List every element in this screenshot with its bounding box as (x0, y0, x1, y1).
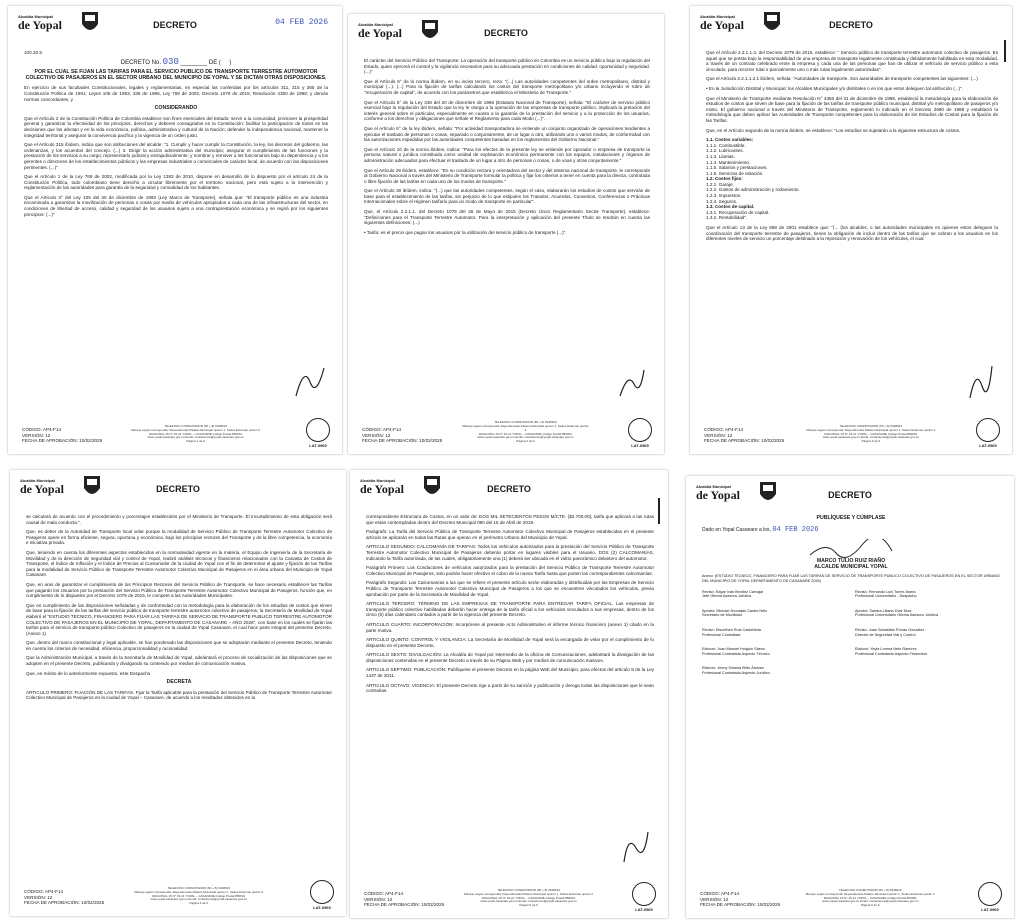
page-footer: CÓDIGO: AP4-F14 VERSIÓN: 12 FECHA DE APROBACIÓN: 10/02/2025 TELEFONO CONMUTADOR (60 + 8) 6348913 Marque según corresponda: Dependencias Palacio Municipal opción 1, Sedes Externas opción 2 DIAGONAL 15 N° 15-21 YOPAL – CASANARE Código Postal 850001 www.yopal-casanare.gov.co Email: contactenos@yopal-casanare.gov.co Página 4 de 6 LAT-0969 (24, 870, 336, 910)
paragraph: correspondiente Estructura de Costos, en un valor de: DOS MIL SETECIENTOS PESOS M/CTE. ($2.700,00), tarifa que aplicará a las rutas que están contempladas dentro del Decreto Municipal 090 del 15 de Abril de 2019. (366, 514, 654, 525)
article-paragraph: ARTICULO SEGUNDO: CALCOMANÍA DE TARIFAS: Todos los vehículos autorizados para la prestación del Servicio Público de Transporte Terrestre Automotor Colectivo Municipal de Pasajeros deberán portar en lugares visibles para el Usuario, DOS (2) CALCOMANÍAS, indicando la Tarifa autorizada, de las cuales, obligatoriamente una (1) deberá ser ubicada en el vidrio panorámico delantero del automotor. (366, 544, 654, 561)
signer: Revisó: Disoethen Ruiz Castañeda Profesional Contratista (702, 627, 761, 637)
certification-badge: LAT-0969 (304, 418, 332, 448)
paragraph: Que el Artículo 29 ibídem, establece: "En su condición rectora y orientadora del sector y del sistema nacional de transporte, le corresponde al Gobierno Nacional a través del Ministerio de Transporte formular la política y fijar los criterios a tener en cuenta para la directa, controlada o libre fijación de las tarifas en cada uno de los modos de transporte." (364, 167, 650, 184)
page-header (692, 480, 1008, 514)
signer: Aprobó: Michael Jhonatan Castro Niño Secretario de Movilidad (702, 608, 768, 618)
paragraph: Que el Artículo 3° del Ley 105 del 30 de diciembre de 1993 (Ley Marco de Transporte), señala que: "El transporte público es una industria encaminada a garantizar la movilización de personas o cosas por medio de vehículos apropiados a cada una de las infraestructuras del sector, en condiciones de libertad de acceso, calidad y seguridad de los usuarios sujeto a una contraprestación económica y se regirá por los siguientes principios: (...)" (24, 194, 328, 217)
paragraph: Que el Artículo 2 de la Constitución Política de Colombia establece son fines esenciales del Estado: servir a la comunidad, promover la prosperidad general y garantizar la efectividad de los principios, derechos y deberes consagrados en la Constitución; facilitar la participación de todos en las decisiones que los afectan y en la vida económica, política, administrativa y cultural de la Nación; defender la independencia nacional, mantener la integridad territorial y asegurar la convivencia pacífica y la vigencia de un orden justo. (24, 115, 328, 138)
list-item: 1.1.3. Llantas. (706, 153, 735, 159)
page-title: DECRETO (484, 28, 528, 38)
decree-page-6 (686, 476, 1014, 918)
mayor-signature (806, 539, 896, 559)
decree-page-5 (350, 470, 668, 918)
page-header (14, 10, 336, 44)
list-item: 1.1.2. Lubricantes. (706, 148, 744, 154)
paragraph: Que, teniendo en cuenta los diferentes aspectos establecidos en la normatividad vigente en la materia, el Equipo de Ingeniería de la Secretaría de Movilidad y de la dirección de seguridad vial y control de Yopal, realizó análisis técnicos y financieros relacionados con la Canasta de Costos de Transporte, el Índice de Inflación y el Índice de Precios al Consumidor de la ciudad de Yopal con el fin de determinar el ajuste y fijación de las Tarifas para la modalidad de Servicio Público de Transporte Terrestre Automotor Colectivo Municipal de Pasajeros en el área urbana del Municipio de Yopal Casanare. (26, 549, 332, 578)
article-paragraph: ARTICULO CUARTO: INCORPORACIÓN: Incorpórese al presente Acto Administrativo el informe técnico financiero (anexo 1) citado en la parte motiva. (366, 621, 654, 633)
signer: Revisó: Edgar Iván Benítez Carvajal Jefe Oficina Asesora Jurídica (702, 589, 764, 599)
paragraph: Que el Artículo 13 de la Ley 688 de 2001 establece que: "(... (los alcaldes, o las autoridades municipales en quienes estos deleguen la coordinación del transporte terrestre de pasajeros, tienen la obligación de incluir dentro de las tarifas que se cobran a los usuarios en los diferentes niveles de servicio un porcentaje destinado a la reposición y renovación de los vehículos, el cual (706, 225, 998, 242)
page-header (16, 474, 340, 508)
certification-badge: LAT-0969 (974, 418, 1002, 448)
decree-page-4 (10, 470, 346, 916)
date-stamp: 04 FEB 2026 (772, 525, 819, 534)
page-title: DECRETO (829, 20, 873, 30)
list-item: 1.1.5. Salarios y prestaciones. (706, 165, 768, 171)
signer: Revisó: Juan Sebastián Porras González Director de Seguridad Vial y Control (855, 627, 925, 637)
annex-note: Anexo: (ESTUDIO TECNICO, FINANCIERO PARA FIJAR LAS TARIFAS DE SERVICIO DE TRANSPORTE PUBLICO COLECTIVO DE PASAJEROS EN EL SECTOR URBANO DEL MUNICIPIO DE YOPAL DEPARTAMENTO DE CASANARE 2026) (702, 574, 1000, 583)
list-item: 1.1.4. Mantenimiento. (706, 159, 751, 165)
paragraph: Que, en aras de garantizar el cumplimiento de los Principios Rectores del Servicio Público de Transporte, se hace necesario establecer las Tarifas que pagarán los Usuarios por la prestación del Servicio Público de Transporte Terrestre Automotor Colectivo Municipal de Pasajeros, función que, en cumplimiento de lo dispuesto por el Decreto 1079 de 2015, le compete a las Autoridades Municipales. (26, 581, 332, 599)
decree-number-label: DECRETO No. (120, 59, 161, 66)
municipal-logo: Alcaldía Municipal de Yopal (20, 478, 64, 496)
article-paragraph: ARTICULO SEXTO: DIVULGACIÓN: La Alcaldía de Yopal por intermedio de la oficina de Comunicaciones, adelantará la divulgación de las disposiciones contenidas en el presente Decreto a través de su Página Web y por medios de comunicación masivos. (366, 652, 654, 663)
page-footer: CÓDIGO: AP4-F14 VERSIÓN: 12 FECHA DE APROBACIÓN: 10/02/2025 TELEFONO CONMUTADOR (60 + 8) 6348913 Marque según corresponda: Dependencias Palacio Municipal opción 1, Sedes Externas opción 2 DIAGONAL 15 N° 15-21 YOPAL – CASANARE Código Postal 850001 www.yopal-casanare.gov.co Email: contactenos@yopal-casanare.gov.co Página 1 de 6 LAT-0969 (22, 408, 332, 448)
article-paragraph: ARTICULO QUINTO: CONTROL Y VIGILANCIA: La Secretaría de Movilidad de Yopal será la encargada de velar por el cumplimiento de lo dispuesto en el presente Decreto. (366, 637, 654, 648)
paragraph: El carácter del Servicio Público del Transporte: La operación del transporte público en Colombia es un servicio público bajo la regulación del Estado, quien ejercerá el control y la vigilancia necesarios para su adecuada prestación en condiciones de calidad, oportunidad y seguridad. (...)" (364, 58, 650, 75)
paragraph: Que el Artículo 2.2.1.1.2.1 ibídem, señala: "Autoridades de transporte. Son autoridades de transporte competentes las siguientes: (...) (706, 76, 978, 82)
reference-code: 100.20.5 (24, 50, 42, 55)
list-item: 1.2.1. Garaje. (706, 181, 734, 187)
cost-structure-list (706, 137, 998, 221)
municipal-logo: Alcaldía Municipal de Yopal (696, 484, 740, 502)
list-item: 1.1.6. Servicios de estación. (706, 170, 764, 176)
article-paragraph: ARTICULO SEPTIMO: PUBLICACIÓN: Publíquese el presente Decreto en la página Web del Municipio, para efectos del artículo 8 de la Ley 1437 de 2011. (366, 667, 654, 679)
date-stamp: 04 FEB 2026 (275, 18, 328, 27)
certification-badge: LAT-0969 (630, 882, 658, 912)
article-paragraph: ARTICULO PRIMERO: FIJACIÓN DE LAS TARIFAS. Fijar la Tarifa aplicable para la prestación del Servicio Público de Transporte Terrestre Automotor Colectivo Municipal de Pasajeros en la ciudad de Yopal – Casanare, de acuerdo a los resultados obtenidos en la (26, 689, 332, 701)
mayor-title: ALCALDE MUNICIPAL YOPAL (814, 563, 888, 570)
page-footer: CÓDIGO: AP4-F14 VERSIÓN: 12 FECHA DE APROBACIÓN: 10/02/2025 TELEFONO CONMUTADOR (60 + 8) 6348913 Marque según corresponda: Dependencias Palacio Municipal opción 1, Sedes Externas opción 2 DIAGONAL 15 N° 15-21 YOPAL – CASANARE Código Postal 850001 www.yopal-casanare.gov.co Email: contactenos@yopal-casanare.gov.co Página 5 de 6 LAT-0969 (364, 872, 658, 912)
list-item: 1.2.4. Seguros. (706, 198, 738, 204)
paragraph: Que en cumplimiento de las disposiciones señaladas y de conformidad con la metodología para la elaboración de los estudios de costos que sirven de base para la fijación de las tarifas del servicio público de transporte terrestre automotor colectivo de pasajeros, la Secretaría de Movilidad de Yopal elaboró el "ESTUDIO TECNICO, FINANCIERO PARA FIJAR LAS TARIFAS DE SERVICIO DE TRANSPORTE PUBLICO TERRESTRE AUTOMOTOR COLECTIVO DE PASAJEROS EN EL MUNICIPIO DE YOPAL, DEPARTAMENTO DE CASANARE – AÑO 2026", con base en los cuales se fijarán las tarifas para el servicio de transporte público Colectivo de pasajeros en la ciudad de Yopal Casanare, el cual hace parte integral del presente Decreto. (Anexo 1) (26, 602, 332, 636)
paragraph: Que, es deber de la Autoridad de Transporte local velar porque la modalidad de Servicio Público de Transporte Terrestre Automotor Colectivo de Pasajeros opere en forma eficiente, segura, oportuna y económica, bajo los principios rectores del Transporte y de la libre competencia, la economía e iniciativa privada. (26, 529, 332, 546)
paragraph: Que el Artículo 30 ibídem, indica: "(...) que las autoridades competentes, según el caso, elaborarán los estudios de costos que servirán de base para el establecimiento de las tarifas, sin perjuicio de lo que estipulen los Tratados, Acuerdos, Convenios, Conferencias o Prácticas Internacionales sobre el régimen tarifario para un modo de transporte en particular". (364, 188, 650, 205)
signature-mark (614, 362, 650, 402)
list-item: 1.1.1. Combustible. (706, 142, 746, 148)
page-body: 100.20.5 DECRETO No. 030 ________ DE ( ) POR EL CUAL SE FIJAN LAS TARIFAS PARA EL SERVICIO PUBLICO DE TRANSPORTE TERRESTRE AUTOMOTOR COLECTIVO DE PASAJEROS EN EL SECTOR URBANO DEL MUNICIPIO DE YOPAL Y SE DICTAN OTRAS DISPOSICIONES. En ejercicio de sus facultades Constitucionales, legales y reglamentarias, en especial las conferidas por los artículos 311, 315 y 365 de la Constitución Política de 1991; Leyes 105 de 1993, 336 de 1996, Ley 769 de 2002, Decreto 1079 de 2015; Resolución 4350 de 1998; y demás normas concordantes, y CONSIDERANDO Que el Artículo 2 de la Constitución Política de Colombia establece son fines esenciales del Estado: servir a la comunidad, promover la prosperidad general y garantizar la efectividad de los principios, derechos y deberes consagrados en la Constitución; facilitar la participación de todos en las decisiones que los afectan y en la vida económica, política, administrativa y cultural de la Nación; defender la independencia nacional, mantener la integridad territorial y asegurar la convivencia pacífica y la vigencia de un orden justo. Que el Artículo 315 ibídem, indica que son atribuciones del alcalde: "1. Cumplir y hacer cumplir la Constitución, la ley, los decretos del gobierno, las ordenanzas, y los acuerdos del concejo. (...) 3. Dirigir la acción administrativa del municipio; asegurar el cumplimiento de las funciones y la prestación de los servicios a su cargo; representarlo judicial y extrajudicialmente; y nombrar y remover a los funcionarios bajo su dependencia y a los gerentes o directores de los establecimientos públicos y las empresas industriales o comerciales de carácter local, de acuerdo con las disposiciones pertinentes. (...)" Que el Artículo 1 de la Ley 769 de 2002, modificada por la Ley 1383 de 2010, dispone en desarrollo de lo dispuesto por el artículo 24 de la Constitución Política, todo colombiano tiene derecho a circular libremente por el territorio nacional, pero está sujeto a la intervención y reglamentación de las autoridades para garantía de la seguridad y comodidad de los habitantes. Que el Artículo 3° del Ley 105 del 30 de diciembre de 1993 (Ley Marco de Transporte), señala que: "El transporte público es una industria encaminada a garantizar la movilización de personas o cosas por medio de vehículos apropiados a cada una de las infraestructuras del sector, en condiciones de libertad de acceso, calidad y seguridad de los usuarios sujeto a una contraprestación económica y se regirá por los siguientes principios: (...)" (24, 50, 328, 217)
paragraph: Que, en mérito de lo anteriormente expuesto, este Despacho (26, 670, 151, 676)
list-item: 1.2. Costos fijos: (706, 176, 743, 182)
page-title: DECRETO (487, 484, 531, 494)
paragraph: Que, el Artículo 2.2.1.1. del Decreto 1079 del 26 de Mayo de 2015 (Decreto Único Reglamentario Sector Transporte), establece: "Definiciones para el Transporte Terrestre Automotor. Para la interpretación y aplicación del presente Título se tendrán en cuenta las siguientes definiciones: (...) (364, 209, 650, 226)
paragraph: Que, dentro del marco constitucional y legal aplicable, se han ponderado las disposiciones que se adoptarán mediante el presente Decreto, teniendo en cuenta los criterios de necesidad, eficiencia, proporcionalidad y racionalidad. (26, 640, 332, 651)
article-paragraph: ARTICULO TERCERO: TÉRMINO DE LAS EMPRESAS DE TRANSPORTE PARA ENTREGAR TARIFA OFICIAL. Las empresas de transporte público colectivo habilitadas deberán hacer entrega de la tarifa oficial a los vehículos vinculados a sus empresas, dentro de los cinco (5) días calendario contados a partir de la vigencia del presente Decreto. (366, 601, 654, 618)
signer: Revisó: Fernando Luis Torres Ibarra Profesional Universitario - Despacho (855, 589, 917, 599)
page-body (26, 514, 332, 866)
decree-page-3 (690, 6, 1012, 454)
paragraph: Que el Artículo 315 ibídem, indica que son atribuciones del alcalde: "1. Cumplir y hacer cumplir la Constitución, la ley, los decretos del gobierno, las ordenanzas, y los acuerdos del concejo. (...) 3. Dirigir la acción administrativa del municipio; asegurar el cumplimiento de las funciones y la prestación de los servicios a su cargo; representarlo judicial y extrajudicialmente; y nombrar y remover a los funcionarios bajo su dependencia y a los gerentes o directores de los establecimientos públicos y las empresas industriales o comerciales de carácter local, de acuerdo con las disposiciones pertinentes. (...)" (24, 142, 328, 170)
municipal-logo: Alcaldía Municipal de Yopal (18, 14, 62, 32)
issued-place: Dado en Yopal Casanare a los, (702, 526, 771, 533)
margin-mark (658, 498, 660, 524)
page-header (696, 10, 1006, 44)
decree-page-2 (348, 14, 664, 454)
list-item: 1.3.1. Recuperación de capital. (706, 209, 770, 215)
section-heading: DECRETA (166, 679, 192, 686)
signer: Elaboró: Yeyla Lorena Neto Ramírez Profesional Contratado Aspecto Financiero (855, 647, 928, 656)
page-title: DECRETO (153, 20, 197, 30)
paragraph: Que el Ministerio de Transporte mediante Resolución N° 4350 del 31 de diciembre de 1998, estableció la metodología para la elaboración de estudios de costos que sirven de base para la fijación de las tarifas de transporte público municipal, distrital y/o metropolitano de pasajeros y/o mixto. El gobierno nacional a través del Ministerio de Transporte, reglamentó lo indicado en el Decreto 2660 de 1998 y estableció la metodología que deben aplicar las Autoridades de Transporte competentes para la elaboración de los Estudios de Costos para la fijación de las Tarifas. (706, 95, 998, 123)
page-body (702, 516, 1000, 868)
paragraph: Que el Artículo 10 de la norma ibídem, indica: "Para los efectos de la presente ley se entiende por operador o empresa de transporte la persona natural o jurídica constituida como unidad de explotación económica permanente con los equipos, instalaciones y órganos de administración adecuados para efectuar el traslado de un lugar a otro de personas o cosas, o de unas y otras conjuntamente." (364, 146, 650, 163)
paragraph: Que la Administración Municipal, a través de la Secretaría de Movilidad de Yopal, adelantará el proceso de socialización de las disposiciones que se adopten en el presente Decreto, publicando y divulgando su contenido por medios de comunicación masiva. (26, 655, 332, 667)
margin-mark (1004, 40, 1006, 62)
decree-number: 030 (162, 56, 179, 67)
municipal-logo: Alcaldía Municipal de Yopal (358, 22, 402, 40)
paragraph: Que, en el Artículo segundo de la norma ibídem, se establece: "Los estudios se sujetarán a la siguiente estructura de costos. (706, 127, 961, 133)
signer: Elaboró: Jenny Ximena Brito Álvarez Profesional Contratado Aspecto Jurídico (702, 666, 770, 675)
page-header (354, 18, 658, 52)
paragraph: Que el Artículo 6° de la ley ibídem, señala: "Por actividad transportadora se entiende un conjunto organizado de operaciones tendientes a ejecutar el traslado de personas o cosas, separado o conjuntamente, de un lugar a otro, utilizando uno o varios modos, de conformidad con las autorizaciones expedidas por las autoridades competentes basadas en los reglamentos del Gobierno Nacional." (364, 125, 650, 143)
signature-mark (962, 362, 998, 402)
list-item: 1.2.3. Impuestos. (706, 193, 742, 199)
decree-page-1 (8, 6, 342, 454)
article-paragraph: ARTICULO OCTAVO: VIGENCIA: El presente Decreto rige a partir de su sanción y publicación y deroga todas las disposiciones que le sean contrarias. (366, 682, 654, 694)
decree-de-label: DE (208, 59, 218, 66)
signer: Elaboró: Juan Manuel Holguín Sáenz Profesional Contratado Aspecto Técnico (702, 647, 770, 656)
paragraph: Que el Artículo 5° de la Ley 336 del 20 de diciembre de 1996 (Estatuto Nacional de Transporte), señala: "El carácter de servicio público esencial bajo la regulación del Estado que la ley le otorga a la operación de las empresas de transporte público, implicará la prelación del interés general sobre el particular, especialmente en cuanto a la garantía de la prestación del servicio y a la protección de los usuarios, conforme a los derechos y obligaciones que señale el Reglamento para cada Modo (...)". (364, 99, 650, 122)
paragraph: Que el Artículo 2.2.1.1.3. del Decreto 1079 de 2015, establece: " Servicio público de transporte terrestre automotor colectivo de pasajeros. Es aquel que se presta bajo la responsabilidad de una empresa de transporte legalmente constituida y debidamente habilitada en esta modalidad, a través de un contrato celebrado entre la empresa y cada una de las personas que han de utilizar el vehículo de servicio público a esta vinculado, para recorrer total o parcialmente uno o más rutas legalmente autorizadas". (706, 50, 998, 72)
page-footer: CÓDIGO: AP4-F14 VERSIÓN: 12 FECHA DE APROBACIÓN: 10/02/2025 TELEFONO CONMUTADOR (60 + 8) 6348913 Marque según corresponda: Dependencias Palacio Municipal opción 1, Sedes Externas opción 2 DIAGONAL 15 N° 15-21 YOPAL – CASANARE Código Postal 850001 www.yopal-casanare.gov.co Email: contactenos@yopal-casanare.gov.co Página 3 de 6 LAT-0969 (704, 408, 1002, 448)
mayor-name: MARCO TULIO RUIZ RIAÑO (816, 558, 886, 565)
page-body (364, 58, 650, 404)
municipal-logo: Alcaldía Municipal de Yopal (700, 14, 744, 32)
list-item: 1.3. Costos de capital. (706, 204, 755, 210)
paragraph: Parágrafo: La Tarifa del Servicio Público de Transporte Terrestre Automotor Colectivo Municipal de Pasajeros establecidas en el presente artículo se aplicarán en todas las Rutas que operan en el perímetro Urbano del Municipio de Yopal. (366, 529, 654, 540)
page-footer: CÓDIGO: AP4-F14 VERSIÓN: 12 FECHA DE APROBACIÓN: 10/02/2025 TELEFONO CONMUTADOR (60 + 8) 6348913 Marque según corresponda: Dependencias Palacio Municipal opción 1, Sedes Externas opción 2 DIAGONAL 15 N° 15-21 YOPAL – CASANARE Código Postal 850001 www.yopal-casanare.gov.co Email: contactenos@yopal-casanare.gov.co Página 6 de 6 LAT-0969 (700, 872, 1004, 912)
paragraph: se calculará de acuerdo con el procedimiento y porcentajes establecidos por el Ministerio de Transporte. El incumplimiento de esta obligación será causal de mala conducta.". (26, 514, 332, 525)
bullet-item: • En la Jurisdicción Distrital y Municipal: los Alcaldes Municipales y/o distritales o en los que estos deleguen tal atribución (...)". (706, 85, 964, 91)
bullet-item: • Tarifa: es el precio que pagan los usuarios por la utilización del servicio público de transporte (...)". (364, 229, 567, 235)
list-item: 1.2.2. Gastos de administración y rodamiento. (706, 187, 800, 193)
closing-heading: PUBLÍQUESE Y CÚMPLASE (816, 515, 886, 521)
list-item: 1.3.2. Rentabilidad". (706, 215, 748, 221)
decree-heading: POR EL CUAL SE FIJAN LAS TARIFAS PARA EL SERVICIO PUBLICO DE TRANSPORTE TERRESTRE AUTOMOTOR COLECTIVO DE PASAJEROS EN EL SECTOR URBANO DEL MUNICIPIO DE YOPAL Y SE DICTAN OTRAS DISPOSICIONES. (25, 69, 327, 81)
paragraph: Que el Artículo 6° de la norma ibídem, en su inciso tercero, reza: "(...) Las autoridades competentes del orden metropolitano, distrital y municipal (...). (...) Para la fijación de tarifas calculando los costos del transporte metropolitano y/o urbano incluyendo el rubro de "recuperación de capital", de acuerdo con los parámetros que establezca el Ministerio de Transporte." (364, 78, 650, 95)
signer: Aprobó: Sandra Liliana Díaz Díaz Profesional Universitario Oficina Asesora Jurídica (855, 608, 939, 618)
page-footer: CÓDIGO: AP4-F14 VERSIÓN: 12 FECHA DE APROBACIÓN: 10/02/2025 TELEFONO CONMUTADOR (60 + 8) 6348913 Marque según corresponda: Dependencias Palacio Municipal opción 1, Sedes Externas opción 2 DIAGONAL 15 N° 15-21 YOPAL – CASANARE Código Postal 850001 www.yopal-casanare.gov.co Email: contactenos@yopal-casanare.gov.co Página 2 de 6 LAT-0969 (362, 408, 654, 448)
page-body (706, 50, 998, 404)
page-title: DECRETO (828, 490, 872, 500)
signature-mark (618, 826, 654, 866)
section-heading: CONSIDERANDO (154, 105, 198, 112)
paragraph: Que el Artículo 1 de la Ley 769 de 2002, modificada por la Ley 1383 de 2010, dispone en desarrollo de lo dispuesto por el artículo 24 de la Constitución Política, todo colombiano tiene derecho a circular libremente por el territorio nacional, pero está sujeto a la intervención y reglamentación de las autoridades para garantía de la seguridad y comodidad de los habitantes. (24, 174, 328, 191)
municipal-logo: Alcaldía Municipal de Yopal (360, 478, 404, 496)
page-header (356, 474, 662, 508)
paragraph: En ejercicio de sus facultades Constitucionales, legales y reglamentarias, en especial las conferidas por los artículos 311, 315 y 365 de la Constitución Política de 1991; Leyes 105 de 1993, 336 de 1996, Ley 769 de 2002, Decreto 1079 de 2015; Resolución 4350 de 1998; y demás normas concordantes, y (24, 85, 328, 102)
certification-badge: LAT-0969 (626, 418, 654, 448)
certification-badge: LAT-0969 (308, 880, 336, 910)
page-title: DECRETO (156, 484, 200, 494)
signature-mark (292, 362, 328, 402)
signers-grid (702, 590, 1000, 676)
paragraph: Parágrafo Segundo: Las Calcomanías a las que se refiere el presente artículo serán elaboradas y distribuidas por las Empresas de Servicio Público de Transporte Terrestre Automotor Colectivo Municipal de Pasajeros a los que se encuentren vinculados los vehículos, previa aprobación por parte de la Secretaría de Movilidad de Yopal. (366, 580, 654, 597)
page-body (366, 514, 654, 868)
certification-badge: LAT-0969 (976, 882, 1004, 912)
list-item: 1.1. Costos variables: (706, 137, 754, 143)
paragraph: Parágrafo Primero: Los Conductores de vehículos autorizados para la prestación del Servicio Público de Transporte Terrestre Automotor Colectivo Municipal de Pasajeros, solo podrán hacer efectivo el cobro de la nueva Tarifa hasta que porten las correspondientes calcomanías. (366, 565, 654, 576)
